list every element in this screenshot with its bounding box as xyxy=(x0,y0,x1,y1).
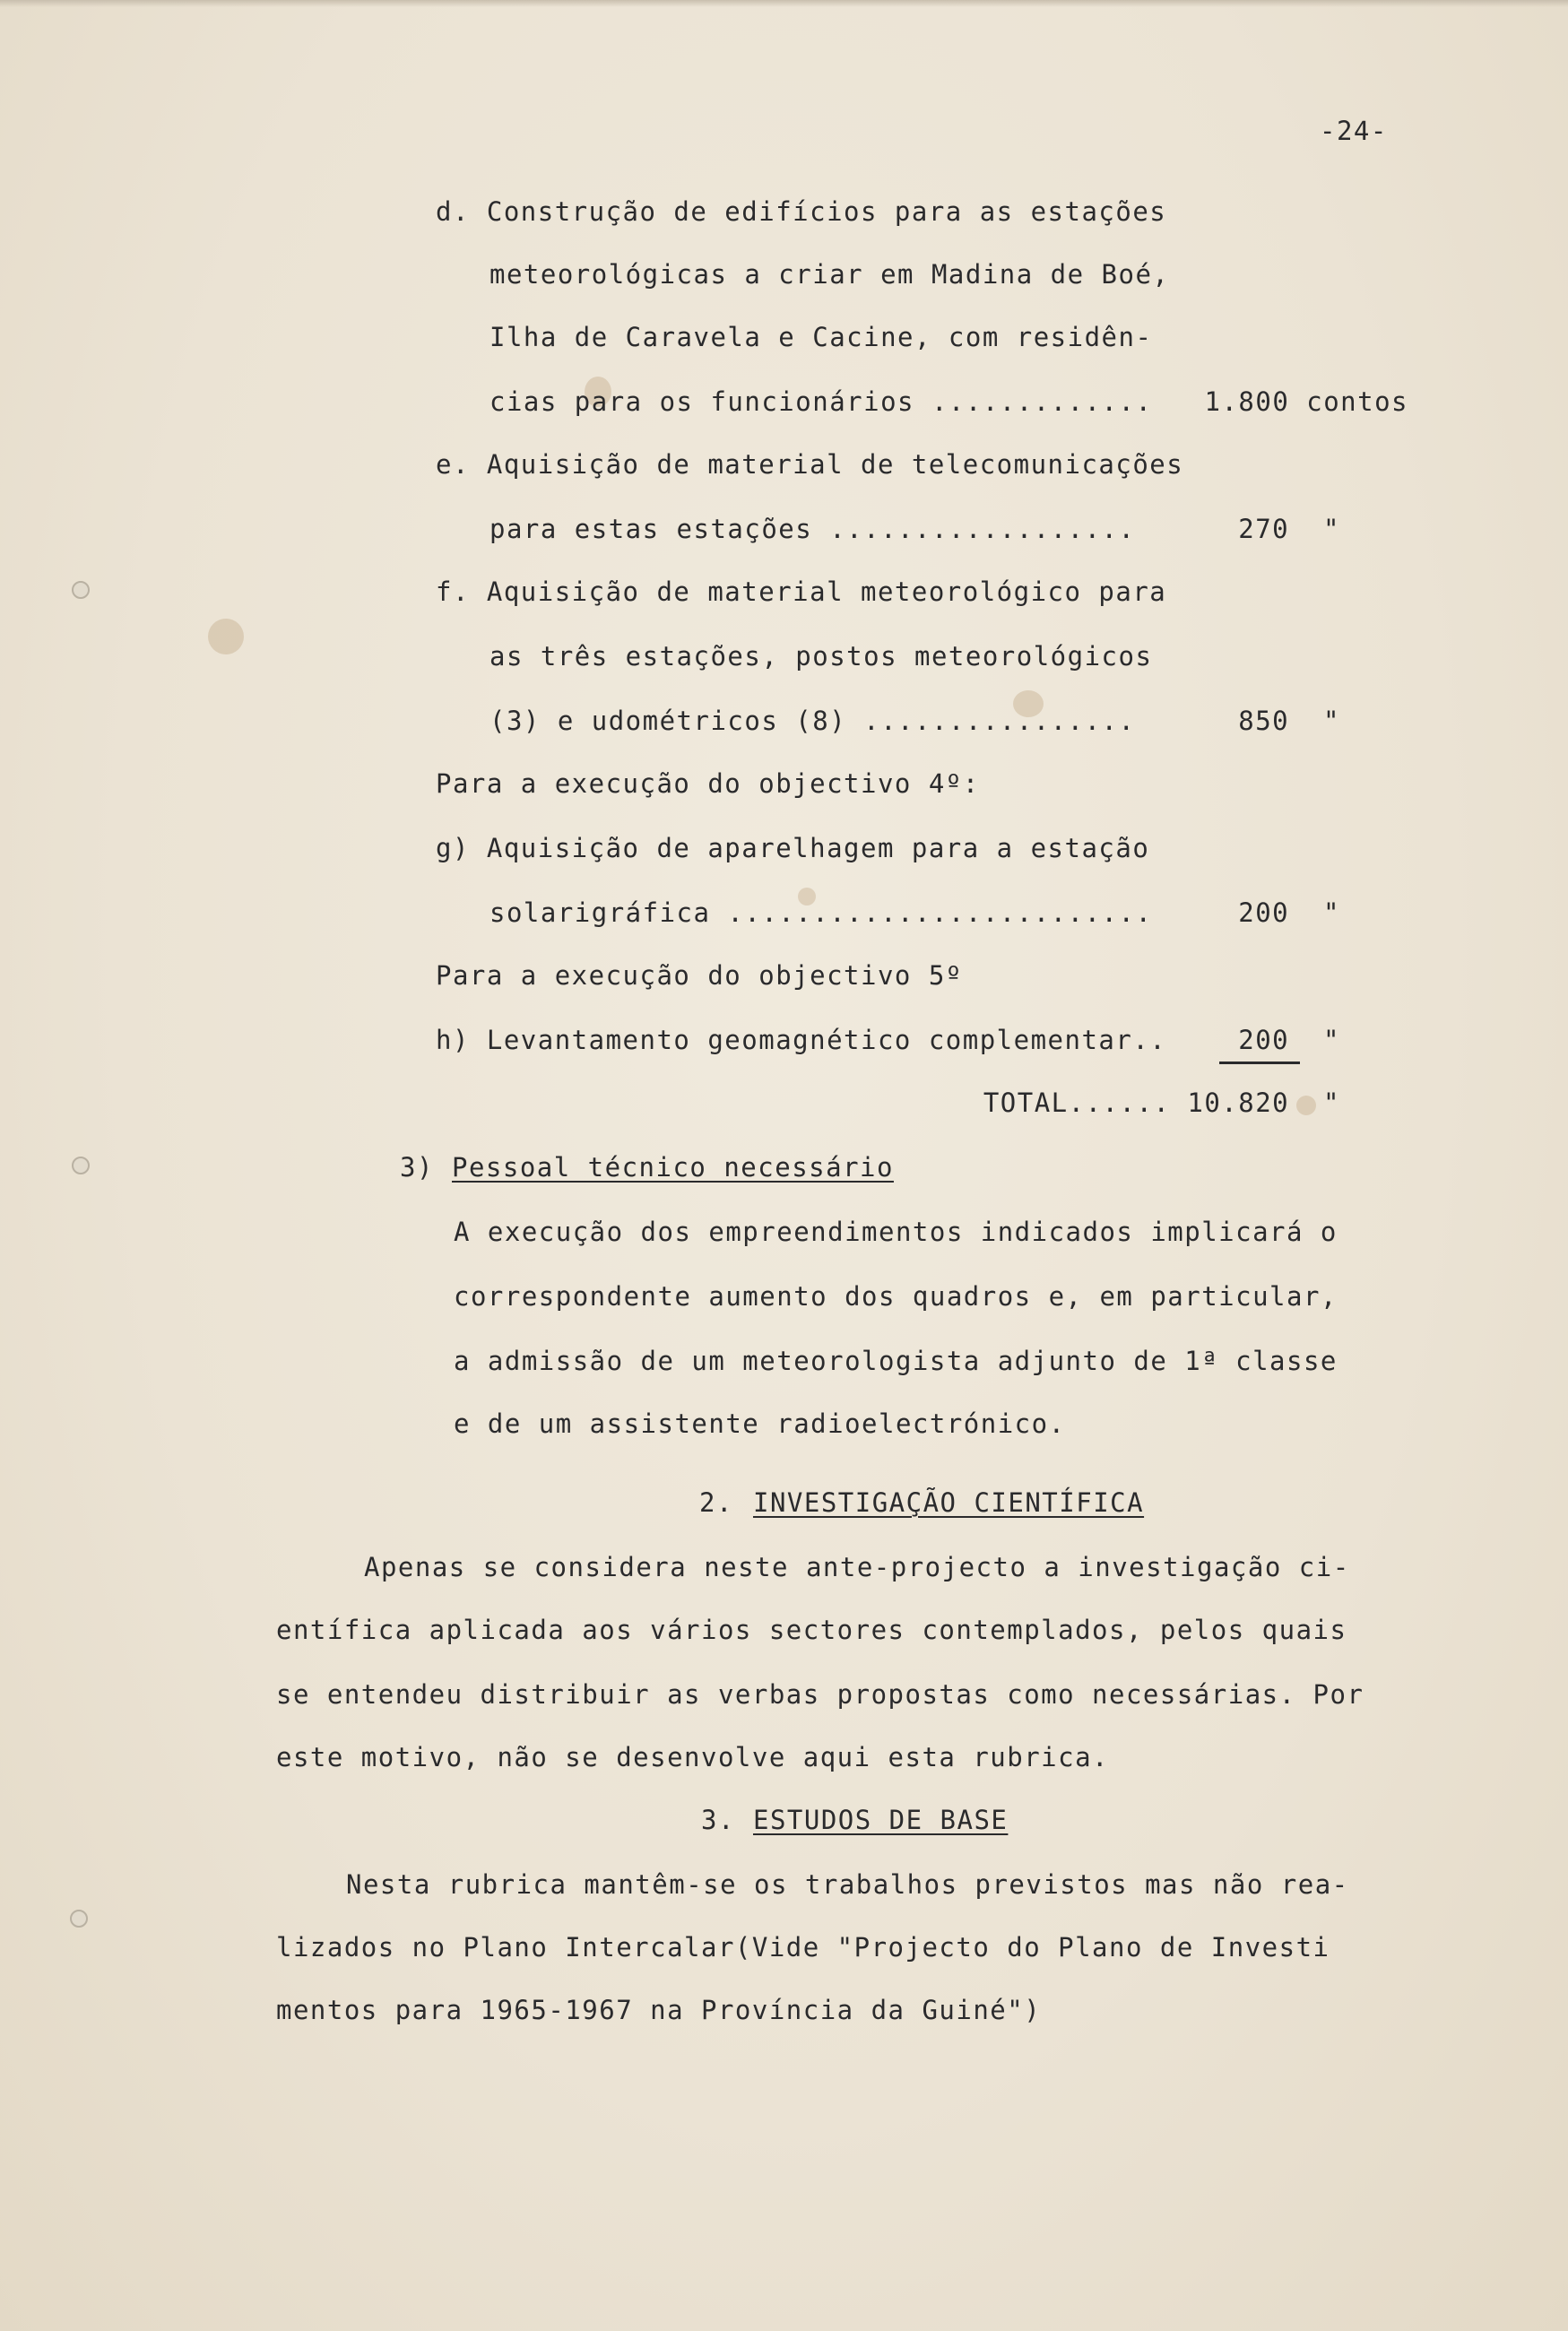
item-d-line-3: Ilha de Caravela e Cacine, com residên- xyxy=(489,322,1153,352)
item-e-line-1: e. Aquisição de material de telecomunicações xyxy=(436,449,1184,480)
item-d-amount: 1.800 contos xyxy=(1204,386,1408,417)
pessoal-heading: Pessoal técnico necessário xyxy=(452,1152,894,1183)
item-h-line-1: h) Levantamento geomagnético complementar.. xyxy=(436,1025,1167,1055)
binder-hole xyxy=(70,1910,88,1928)
pessoal-line-2: correspondente aumento dos quadros e, em particular, xyxy=(454,1281,1338,1312)
pessoal-line-4: e de um assistente radioelectrónico. xyxy=(454,1408,1066,1439)
section-2-line-1: Apenas se considera neste ante-projecto a investigação ci- xyxy=(364,1552,1350,1582)
section-2-title: INVESTIGAÇÃO CIENTÍFICA xyxy=(753,1487,1145,1518)
section-3-line-2: lizados no Plano Intercalar(Vide "Projecto do Plano de Investi xyxy=(276,1932,1330,1963)
objective-4-heading: Para a execução do objectivo 4º: xyxy=(436,768,980,799)
section-2-line-3: se entendeu distribuir as verbas propostas como necessárias. Por xyxy=(276,1679,1364,1710)
page-number: -24- xyxy=(1320,116,1388,146)
item-f-line-2: as três estações, postos meteorológicos xyxy=(489,641,1153,672)
section-3-number: 3. xyxy=(701,1805,735,1835)
item-g-amount: 200 " xyxy=(1238,897,1340,928)
item-d-line-1: d. Construção de edifícios para as estações xyxy=(436,196,1167,227)
section-2-number: 2. xyxy=(699,1487,733,1518)
item-e-line-2: para estas estações .................. xyxy=(489,514,1136,544)
item-d-line-2: meteorológicas a criar em Madina de Boé, xyxy=(489,259,1170,290)
item-f-line-1: f. Aquisição de material meteorológico para xyxy=(436,576,1167,607)
total-line: TOTAL...... 10.820 " xyxy=(983,1088,1340,1118)
section-3-line-1: Nesta rubrica mantêm-se os trabalhos previstos mas não rea- xyxy=(346,1869,1349,1900)
objective-5-heading: Para a execução do objectivo 5º xyxy=(436,960,963,991)
subtotal-rule xyxy=(1219,1062,1300,1064)
page-top-edge xyxy=(0,0,1568,7)
item-e-amount: 270 " xyxy=(1238,514,1340,544)
stain xyxy=(208,619,244,654)
item-f-amount: 850 " xyxy=(1238,706,1340,736)
item-g-line-1: g) Aquisição de aparelhagem para a estação xyxy=(436,833,1150,863)
section-3-title: ESTUDOS DE BASE xyxy=(753,1805,1009,1835)
item-d-line-4: cias para os funcionários ............. xyxy=(489,386,1153,417)
pessoal-line-3: a admissão de um meteorologista adjunto de 1ª classe xyxy=(454,1346,1338,1376)
section-3-line-3: mentos para 1965-1967 na Província da Guiné") xyxy=(276,1995,1042,2025)
pessoal-line-1: A execução dos empreendimentos indicados implicará o xyxy=(454,1217,1338,1247)
binder-hole xyxy=(72,1157,90,1174)
pessoal-number: 3) xyxy=(400,1152,434,1183)
item-f-line-3: (3) e udométricos (8) ................ xyxy=(489,706,1136,736)
item-g-line-2: solarigráfica ......................... xyxy=(489,897,1153,928)
binder-hole xyxy=(72,581,90,599)
section-2-line-2: entífica aplicada aos vários sectores contemplados, pelos quais xyxy=(276,1615,1347,1645)
section-2-line-4: este motivo, não se desenvolve aqui esta rubrica. xyxy=(276,1742,1110,1772)
item-h-amount: 200 " xyxy=(1238,1025,1340,1055)
